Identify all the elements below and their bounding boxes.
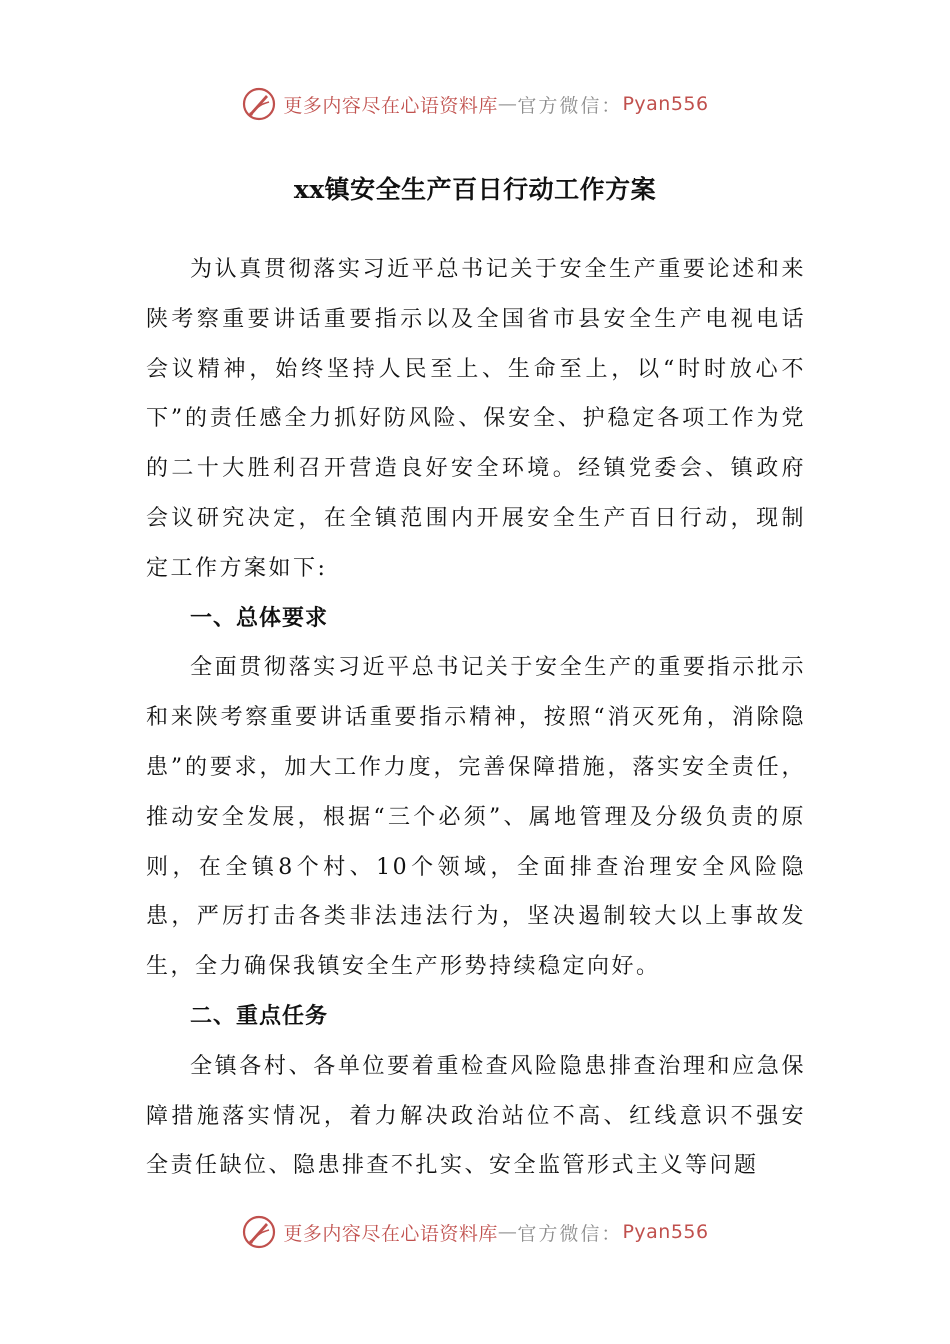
watermark-label: 官方微信： [517,94,623,117]
section-body-key-tasks: 全镇各村、各单位要着重检查风险隐患排查治理和应急保障措施落实情况，着力解决政治站位不高、红线意识不强安全责任缺位、隐患排查不扎实、安全监管形式主义等问题 [146,1053,806,1179]
quill-logo-icon [241,86,277,122]
watermark-separator: — [497,1221,518,1243]
header-watermark [0,84,950,124]
section-body-general-requirements: 全面贯彻落实习近平总书记关于安全生产的重要指示批示和来陕考察重要讲话重要指示精神，按照“消灭死角，消除隐患”的要求，加大工作力度，完善保障措施，落实安全责任，推动安全发展，根据“三个必须”、属地管理及分级负责的原则，在全镇8个村、10个领域，全面排查治理安全风险隐患，严厉打击各类非法违法行为，坚决遏制较大以上事故发生，全力确保我镇安全生产形势持续稳定向好。 [146,655,806,980]
watermark-wechat-id: Pyan556 [622,93,709,115]
watermark-wechat-id: Pyan556 [622,1221,709,1243]
footer-watermark [0,1212,950,1252]
section-heading-key-tasks: 二、重点任务 [190,1003,329,1029]
document-title: xx镇安全生产百日行动工作方案 [293,175,657,204]
watermark-separator: — [497,93,518,115]
quill-logo-icon [241,1214,277,1250]
watermark-text: 更多内容尽在心语资料库 [283,94,498,117]
watermark-label: 官方微信： [517,1222,623,1245]
section-heading-general-requirements: 一、总体要求 [190,605,329,631]
watermark-text: 更多内容尽在心语资料库 [283,1222,498,1245]
intro-paragraph: 为认真贯彻落实习近平总书记关于安全生产重要论述和来陕考察重要讲话重要指示以及全国省市县安全生产电视电话会议精神，始终坚持人民至上、生命至上，以“时时放心不下”的责任感全力抓好防风险、保安全、护稳定各项工作为党的二十大胜利召开营造良好安全环境。经镇党委会、镇政府会议研究决定，在全镇范围内开展安全生产百日行动，现制定工作方案如下: [146,257,806,581]
document-body [146,245,806,1191]
